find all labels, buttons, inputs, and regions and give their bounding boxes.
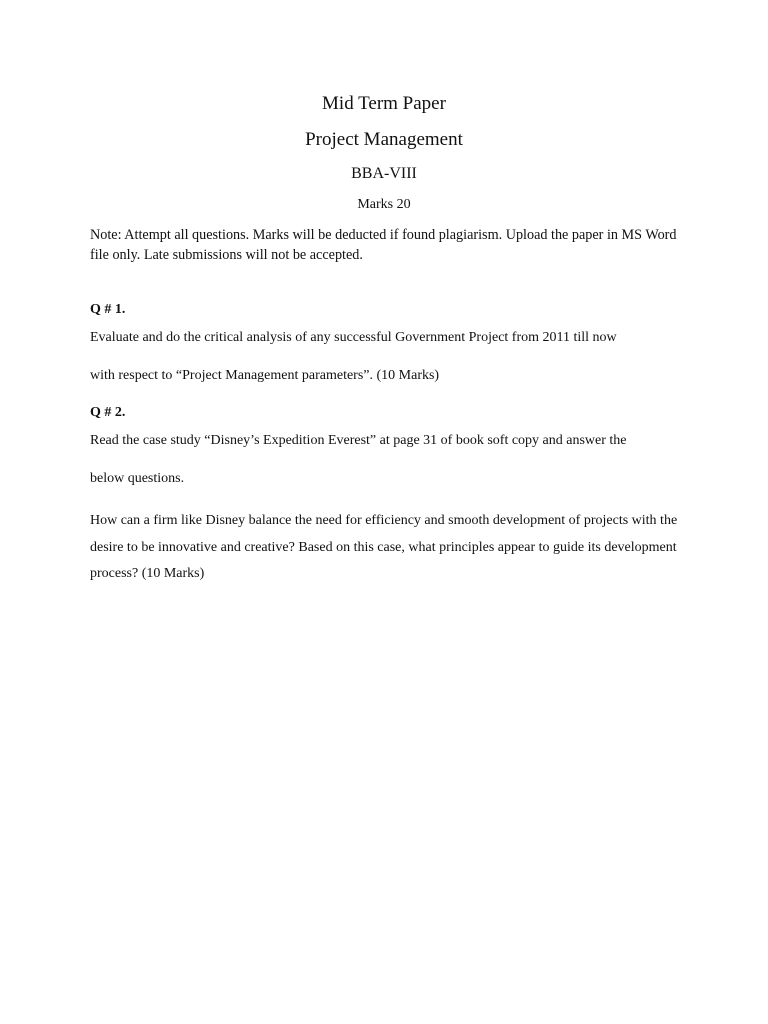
total-marks: Marks 20	[357, 197, 411, 212]
question-2-line-1: Read the case study “Disney’s Expedition Everest” at page 31 of book soft copy and answer the	[90, 433, 627, 448]
question-1-line-1: Evaluate and do the critical analysis of any successful Government Project from 2011 till now	[90, 330, 617, 345]
question-1-line-2: with respect to “Project Management parameters”. (10 Marks)	[90, 368, 440, 383]
question-1-heading: Q # 1.	[90, 302, 126, 317]
instructions-note: Note: Attempt all questions. Marks will be deducted if found plagiarism. Upload the paper in MS Word file only. Late submissions will not be accepted.	[90, 227, 677, 263]
question-2-text: How can a firm like Disney balance the need for efficiency and smooth development of projects with the desire to be innovative and creative? Based on this case, what principles appear to guide its development process? (10 Marks)	[90, 513, 678, 581]
subject-title: Project Management	[305, 129, 463, 150]
paper-title: Mid Term Paper	[322, 93, 446, 114]
question-2-line-2: below questions.	[90, 471, 185, 486]
program-title: BBA-VIII	[351, 165, 417, 182]
question-2-heading: Q # 2.	[90, 405, 126, 420]
